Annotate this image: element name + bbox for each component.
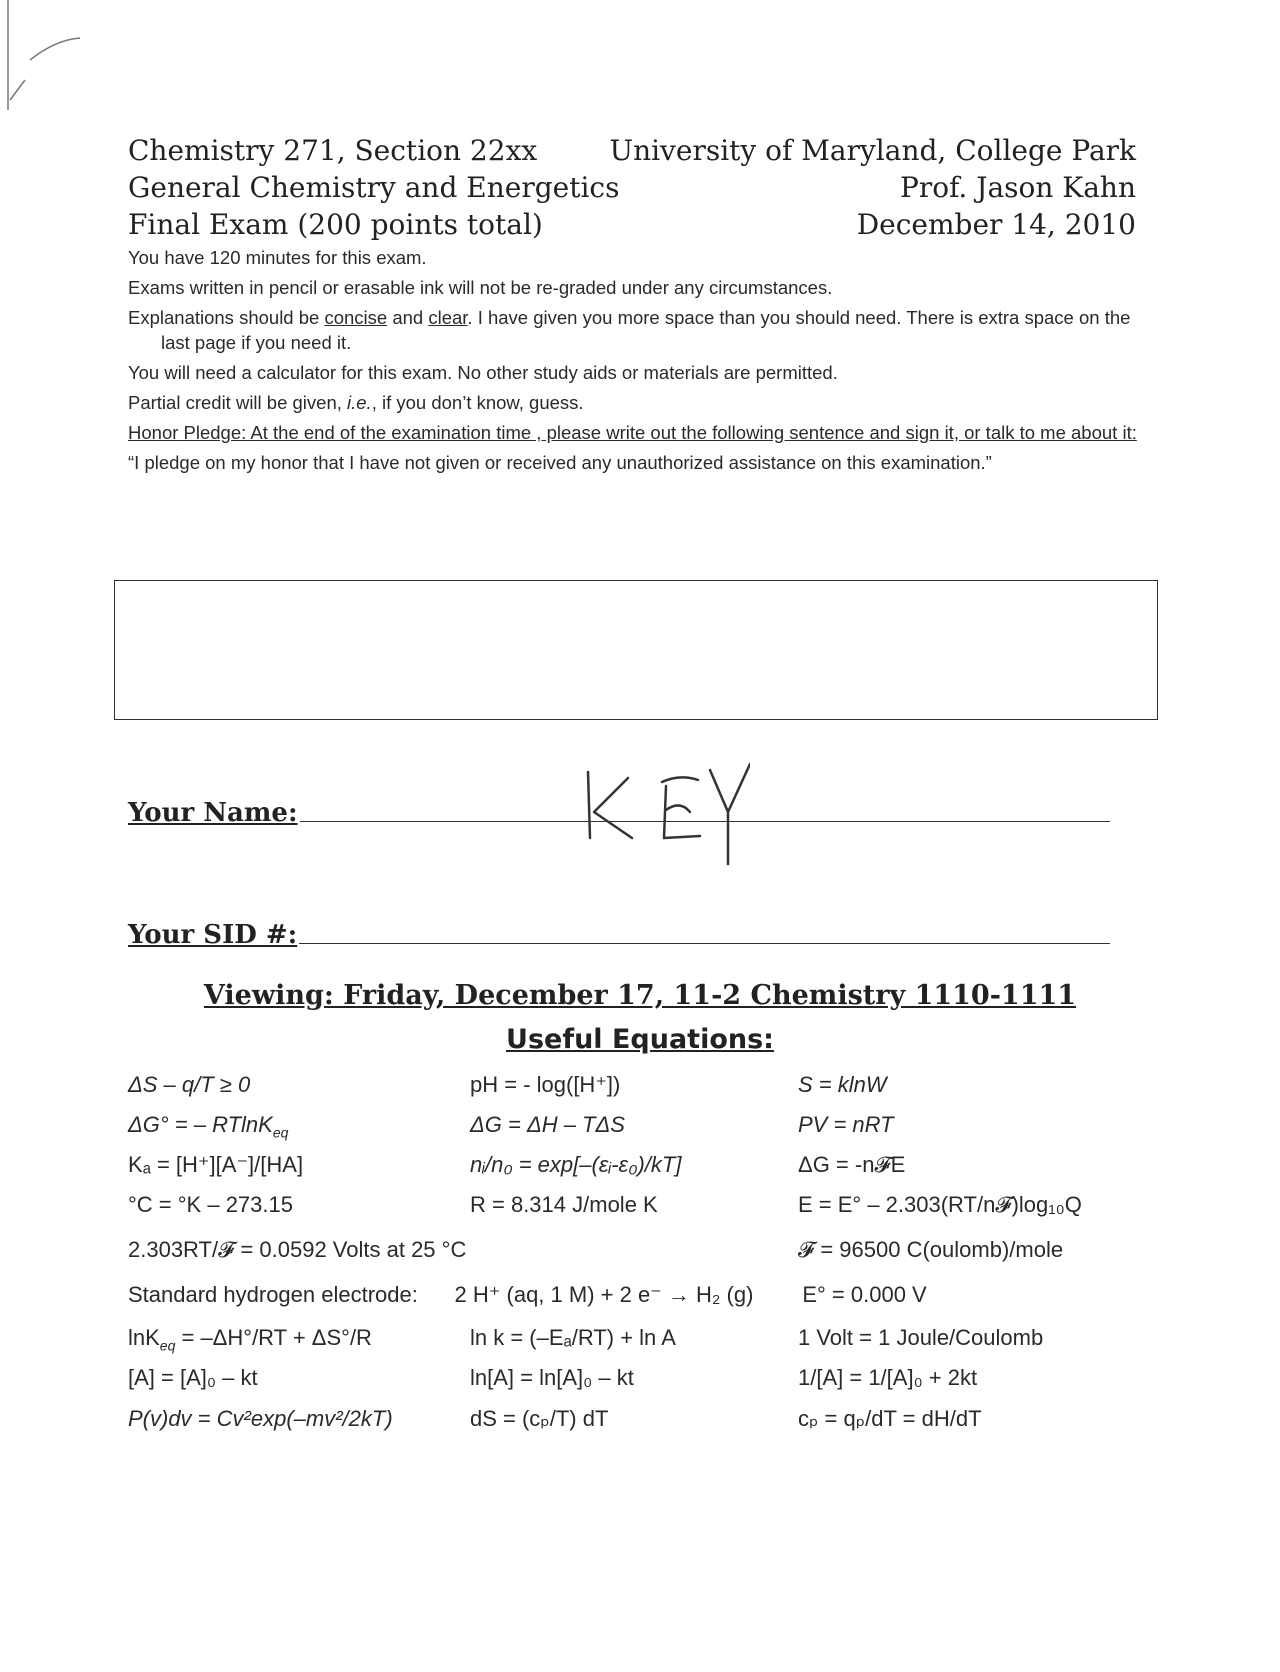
explanations-text-pre: Explanations should be — [128, 307, 325, 328]
exam-title: Final Exam (200 points total) — [128, 208, 543, 241]
equation-entropy-heat-capacity: dS = (cₚ/T) dT — [470, 1406, 609, 1431]
equation-volt-definition: 1 Volt = 1 Joule/Coulomb — [798, 1325, 1044, 1350]
instructions — [128, 245, 1148, 480]
equation-zero-order: [A] = [A]₀ – kt — [128, 1365, 258, 1390]
equation-ideal-gas: PV = nRT — [798, 1112, 894, 1137]
instruction-partial-credit — [128, 390, 1148, 415]
course-name: Chemistry 271, Section 22xx — [128, 134, 538, 167]
clear-word: clear — [428, 307, 468, 328]
equation-gas-constant: R = 8.314 J/mole K — [470, 1192, 658, 1217]
van-t-hoff-ln: lnK — [128, 1325, 160, 1350]
equation-maxwell-boltzmann: P(v)dv = Cv²exp(–mv²/2kT) — [128, 1406, 393, 1431]
equation-boltzmann-entropy: S = klnW — [798, 1072, 887, 1097]
partial-text-post: , if you don’t know, guess. — [371, 392, 584, 413]
gibbs-keq-subscript: eq — [272, 1124, 289, 1141]
equation-van-t-hoff — [128, 1325, 372, 1353]
pledge-signature-box[interactable] — [114, 580, 1158, 720]
sid-label: Your SID #: — [128, 920, 298, 950]
equation-gibbs-emf: ΔG = -n𝓕E — [798, 1152, 906, 1177]
equation-first-order: ln[A] = ln[A]₀ – kt — [470, 1365, 634, 1390]
name-label: Your Name: — [128, 798, 298, 828]
useful-equations-title: Useful Equations: — [506, 1024, 774, 1055]
corner-pen-mark — [0, 0, 100, 130]
and-word: and — [387, 307, 429, 328]
instruction-regrade: Exams written in pencil or erasable ink will not be re-graded under any circumstances. — [128, 277, 833, 298]
university-name: University of Maryland, College Park — [609, 134, 1136, 167]
equation-temperature-conversion: °C = °K – 273.15 — [128, 1192, 293, 1217]
equation-arrhenius: ln k = (–Eₐ/RT) + ln A — [470, 1325, 676, 1350]
partial-text-pre: Partial credit will be given, — [128, 392, 348, 413]
instruction-time: You have 120 minutes for this exam. — [128, 247, 427, 268]
exam-header — [128, 132, 1136, 243]
equation-nernst-constant: 2.303RT/𝓕 = 0.0592 Volts at 25 °C — [128, 1237, 467, 1262]
pledge-sentence: “I pledge on my honor that I have not given or received any unauthorized assistance on this examination.” — [128, 452, 992, 473]
equation-faraday-constant: 𝓕 = 96500 C(oulomb)/mole — [798, 1237, 1064, 1262]
honor-pledge-instruction: Honor Pledge: At the end of the examination time , please write out the following sentence and sign it, or talk to me about it: — [128, 422, 1137, 443]
equation-ph: pH = - log([H⁺]) — [470, 1072, 621, 1097]
equation-boltzmann-distribution: nᵢ/n₀ = exp[–(εᵢ-ε₀)/kT] — [470, 1152, 682, 1177]
equation-gibbs-free-energy: ΔG = ΔH – TΔS — [470, 1112, 625, 1137]
handwritten-name-key — [580, 760, 750, 870]
sid-underline — [299, 942, 1110, 944]
van-t-hoff-subscript: eq — [159, 1337, 176, 1354]
equation-heat-capacity: cₚ = qₚ/dT = dH/dT — [798, 1406, 982, 1431]
viewing-info: Viewing: Friday, December 17, 11-2 Chemistry 1110-1111 — [203, 980, 1077, 1011]
equation-gibbs-keq — [128, 1112, 288, 1140]
equation-entropy-inequality: ΔS – q/T ≥ 0 — [128, 1072, 251, 1097]
equation-nernst: E = E° – 2.303(RT/n𝓕)log₁₀Q — [798, 1192, 1082, 1217]
sid-field[interactable] — [128, 920, 1110, 950]
equation-ka: Kₐ = [H⁺][A⁻]/[HA] — [128, 1152, 304, 1177]
van-t-hoff-rest: = –ΔH°/RT + ΔS°/R — [175, 1325, 372, 1350]
course-title: General Chemistry and Energetics — [128, 171, 620, 204]
equation-standard-hydrogen-electrode: Standard hydrogen electrode: 2 H⁺ (aq, 1 M) + 2 e⁻ → H₂ (g) E° = 0.000 V — [128, 1282, 927, 1307]
instruction-calculator: You will need a calculator for this exam. No other study aids or materials are permitted. — [128, 362, 838, 383]
ie-abbrev: i.e. — [347, 392, 372, 413]
exam-date: December 14, 2010 — [856, 208, 1136, 241]
instruction-explanations — [128, 305, 1148, 355]
explanations-text-post: . I have given you more space than you should need. There is extra space on the last page if you need it. — [161, 307, 1131, 353]
gibbs-keq-text: ΔG° = – RTlnK — [128, 1112, 273, 1137]
concise-word: concise — [324, 307, 388, 328]
equation-second-order: 1/[A] = 1/[A]₀ + 2kt — [798, 1365, 978, 1390]
professor-name: Prof. Jason Kahn — [899, 171, 1136, 204]
